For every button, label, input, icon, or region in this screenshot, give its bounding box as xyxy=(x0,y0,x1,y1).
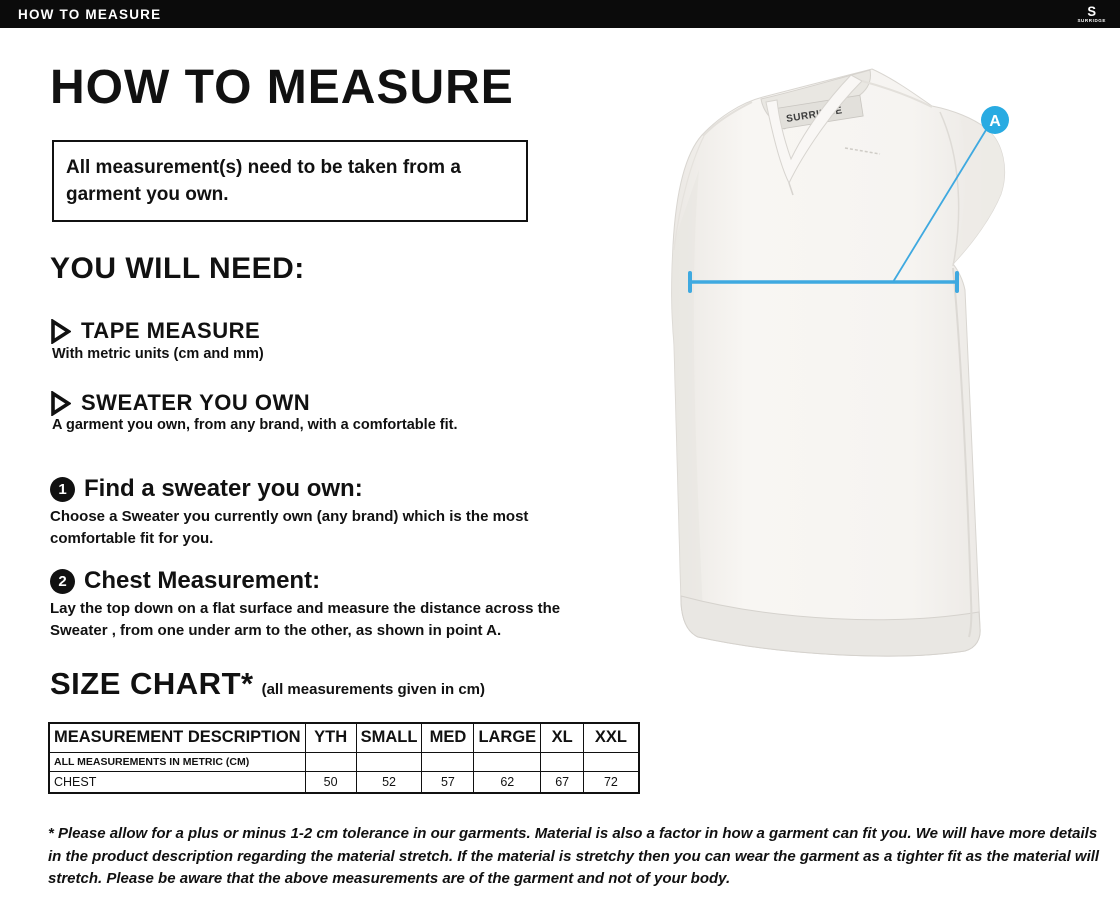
step-title: Find a sweater you own: xyxy=(84,475,363,502)
topbar-title: HOW TO MEASURE xyxy=(18,6,162,22)
step-number-badge: 1 xyxy=(50,477,75,502)
column-header: YTH xyxy=(305,723,356,752)
step-title: Chest Measurement: xyxy=(84,567,321,594)
garment-illustration xyxy=(600,40,1030,680)
size-chart-subheading: (all measurements given in cm) xyxy=(261,681,485,698)
cell-value xyxy=(305,752,356,771)
surridge-logo-text: SURRIDGE xyxy=(1077,17,1106,23)
cell-value: 57 xyxy=(422,771,474,793)
need-item-desc: With metric units (cm and mm) xyxy=(52,346,264,362)
column-header: LARGE xyxy=(474,723,541,752)
cell-value xyxy=(422,752,474,771)
step-1 xyxy=(50,475,363,503)
cell-value xyxy=(584,752,639,771)
sweater-graphic xyxy=(672,69,1005,656)
table-row-metric xyxy=(49,752,639,771)
cell-value xyxy=(474,752,541,771)
cell-value xyxy=(356,752,422,771)
triangle-bullet-icon xyxy=(50,319,71,344)
need-item-tape-measure xyxy=(50,318,260,344)
topbar xyxy=(0,0,1120,28)
size-chart-heading-row xyxy=(50,666,485,702)
column-header: MED xyxy=(422,723,474,752)
column-header: XXL xyxy=(584,723,639,752)
row-label: ALL MEASUREMENTS IN METRIC (CM) xyxy=(49,752,305,771)
disclaimer-text: * Please allow for a plus or minus 1-2 cm tolerance in our garments. Material is also a factor in how a garment can fit you. We will have more details in the product description regarding the material stretch. If the material is stretchy then you can wear the garment as a tighter fit as the material will stretch. Please be aware that the above measurements are of the garment and not of your body. xyxy=(48,825,1100,887)
surridge-s-glyph: S xyxy=(1087,3,1097,20)
need-item-sweater xyxy=(50,390,310,416)
you-will-need-heading: YOU WILL NEED: xyxy=(50,252,305,285)
need-item-desc: A garment you own, from any brand, with a comfortable fit. xyxy=(52,417,458,433)
column-header: MEASUREMENT DESCRIPTION xyxy=(49,723,305,752)
collar-label: SURRIDGE xyxy=(785,105,844,125)
cell-value: 67 xyxy=(541,771,584,793)
triangle-bullet-icon xyxy=(50,391,71,416)
page-title: HOW TO MEASURE xyxy=(50,61,514,114)
step-desc: Lay the top down on a flat surface and measure the distance across the Sweater , from one under arm to the other, as shown in point A. xyxy=(50,600,561,639)
cell-value: 62 xyxy=(474,771,541,793)
need-item-title: SWEATER YOU OWN xyxy=(81,390,311,415)
step-desc: Choose a Sweater you currently own (any brand) which is the most comfortable fit for you. xyxy=(50,508,529,547)
size-chart-heading: SIZE CHART* xyxy=(50,666,254,701)
cell-value: 52 xyxy=(356,771,422,793)
step-2 xyxy=(50,567,320,595)
cell-value: 50 xyxy=(305,771,356,793)
table-header-row xyxy=(49,723,639,752)
column-header: SMALL xyxy=(356,723,422,752)
surridge-logo-icon xyxy=(1077,5,1106,24)
column-header: XL xyxy=(541,723,584,752)
cell-value: 72 xyxy=(584,771,639,793)
notice-box: All measurement(s) need to be taken from a garment you own. xyxy=(52,140,528,222)
row-label: CHEST xyxy=(49,771,305,793)
cell-value xyxy=(541,752,584,771)
size-chart-table xyxy=(48,722,640,794)
need-item-title: TAPE MEASURE xyxy=(81,318,261,343)
step-number-badge: 2 xyxy=(50,569,75,594)
marker-a-label: A xyxy=(989,113,1001,130)
table-row-chest xyxy=(49,771,639,793)
